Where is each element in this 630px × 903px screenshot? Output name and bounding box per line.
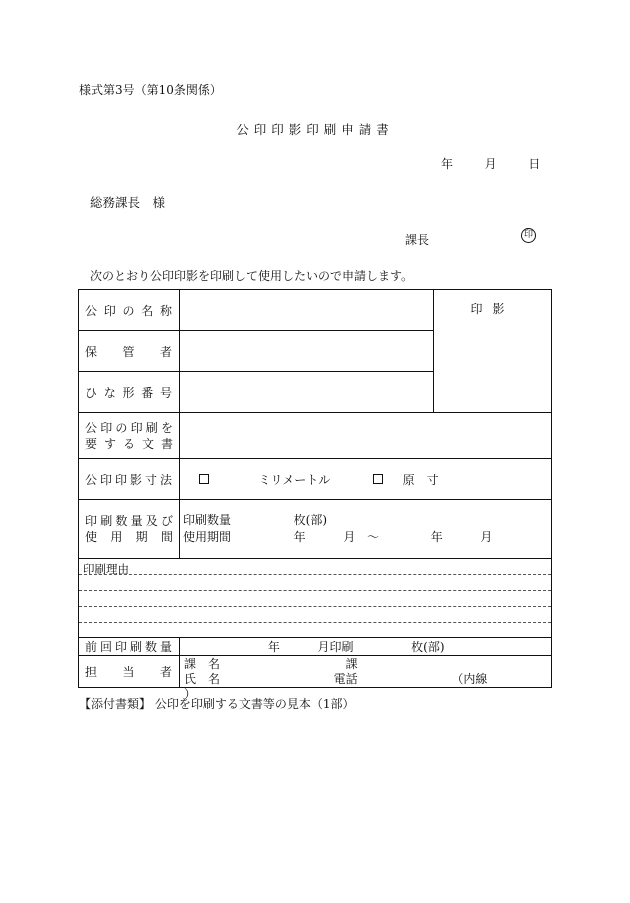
size-label: 公印印影寸法	[79, 459, 180, 500]
date-year: 年	[441, 157, 454, 171]
model-number-field[interactable]	[180, 372, 434, 413]
addressee: 総務課長 様	[90, 195, 166, 210]
intro-text: 次のとおり公印印影を印刷して使用したいので申請します。	[90, 269, 414, 283]
custodian-label: 保管者	[79, 331, 180, 372]
prev-month-print: 月印刷	[317, 640, 354, 654]
qty-period-label-line2: 使用期間	[85, 530, 173, 544]
document-label-line2: 要する文書	[85, 436, 173, 451]
qty-period-label-line1: 印刷数量及び	[85, 514, 173, 528]
actual-size-checkbox[interactable]	[373, 474, 383, 484]
application-table	[78, 289, 552, 701]
seal-name-label: 公印の名称	[79, 290, 180, 331]
size-options	[180, 459, 552, 500]
name-field-label: 氏 名	[184, 671, 221, 686]
qty-period-field	[180, 500, 552, 559]
extension-close: ）	[184, 686, 197, 701]
document-label-line1: 公印の印刷を	[85, 420, 173, 435]
reason-label: 印刷理由	[83, 562, 129, 576]
qty-line	[183, 512, 551, 529]
mm-checkbox[interactable]	[199, 474, 209, 484]
period-line	[183, 529, 551, 546]
reason-line-4	[79, 622, 551, 623]
period-field-label: 使用期間	[183, 530, 232, 544]
reason-cell[interactable]	[79, 559, 552, 638]
date-month: 月	[484, 157, 497, 171]
actual-size-option-label: 原 寸	[402, 472, 439, 487]
person-in-charge-field	[180, 656, 552, 701]
prev-qty-label: 前回印刷数量	[79, 638, 180, 656]
custodian-field[interactable]	[180, 331, 434, 372]
phone-field-label: 電話	[333, 671, 358, 686]
prev-year: 年	[267, 640, 280, 654]
dept-line	[184, 657, 551, 672]
qty-field-label: 印刷数量	[183, 513, 232, 527]
date-day: 日	[528, 157, 541, 171]
model-number-label: ひな形番号	[79, 372, 180, 413]
mm-option-label: ミリメートル	[258, 472, 331, 487]
reason-line-2	[79, 590, 551, 591]
qty-unit: 枚(部)	[293, 513, 328, 527]
dept-field-label: 課 名	[184, 656, 221, 671]
impression-label: 印影	[470, 302, 515, 316]
reason-line-3	[79, 606, 551, 607]
document-label	[79, 413, 180, 459]
prev-qty-field	[180, 638, 552, 656]
person-in-charge-label: 担当者	[79, 656, 180, 688]
period-month2: 月	[480, 530, 493, 544]
date-line	[441, 155, 540, 172]
prev-unit: 枚(部)	[411, 640, 445, 654]
attachment-note: 【添付書類】 公印を印刷する文書等の見本（1部）	[79, 697, 355, 711]
document-field[interactable]	[180, 413, 552, 459]
seal-stamp-mark: 印	[521, 228, 536, 243]
period-year2: 年	[430, 530, 443, 544]
qty-period-label	[79, 500, 180, 559]
extension-label: （内線	[451, 671, 488, 686]
period-month1: 月	[343, 530, 356, 544]
period-year1: 年	[293, 530, 306, 544]
impression-cell	[434, 290, 552, 413]
period-tilde: 〜	[367, 530, 380, 544]
form-number: 様式第3号（第10条関係）	[79, 83, 222, 97]
dept-suffix: 課	[345, 656, 358, 671]
applicant-label: 課長	[405, 233, 430, 247]
name-line	[184, 671, 551, 701]
seal-name-field[interactable]	[180, 290, 434, 331]
reason-line-1	[79, 574, 551, 575]
document-title: 公印印影印刷申請書	[236, 122, 394, 137]
